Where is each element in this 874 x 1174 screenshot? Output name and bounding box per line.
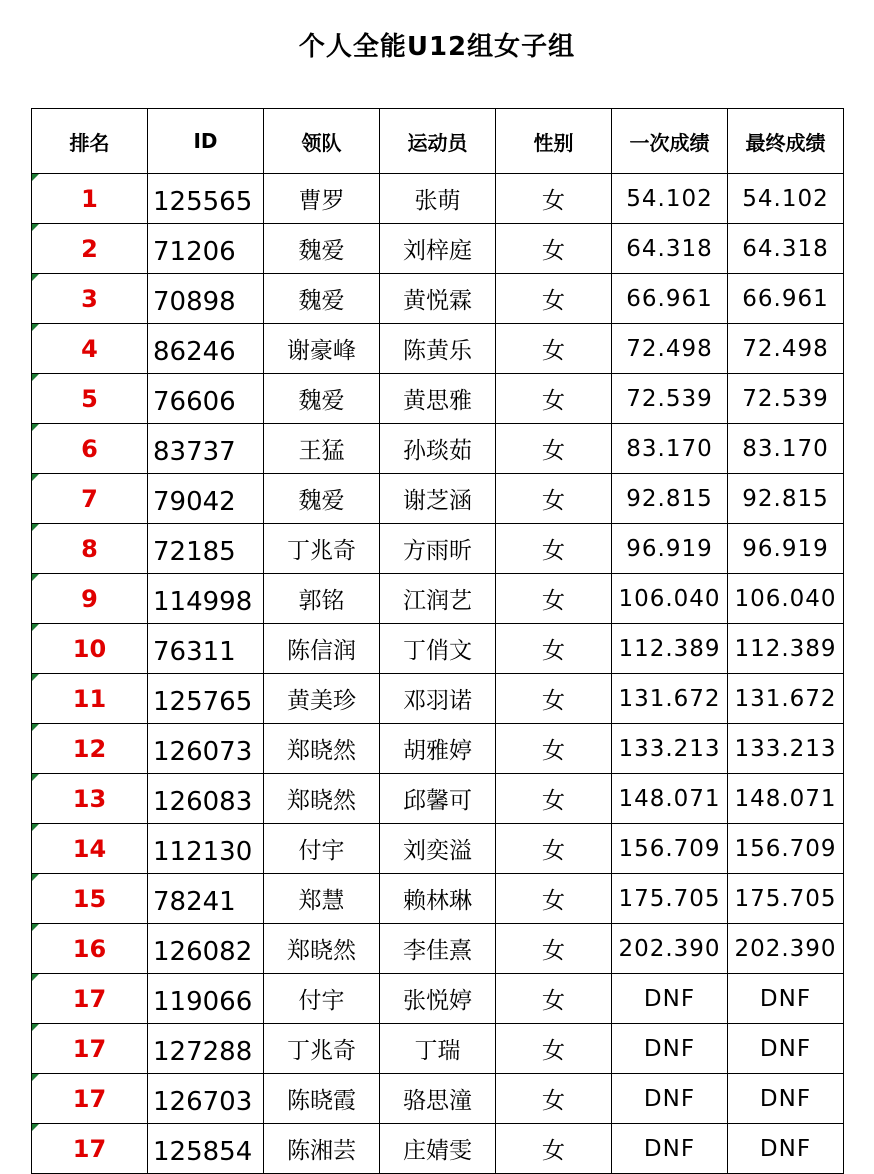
id-cell: 126703	[148, 1074, 264, 1124]
athlete-cell: 刘梓庭	[380, 224, 496, 274]
leader-cell: 郭铭	[264, 574, 380, 624]
header-gender: 性别	[496, 109, 612, 174]
rank-cell: 7	[32, 474, 148, 524]
first-score-cell: 175.705	[612, 874, 728, 924]
rank-cell: 10	[32, 624, 148, 674]
gender-cell: 女	[496, 174, 612, 224]
gender-cell: 女	[496, 624, 612, 674]
leader-cell: 付宇	[264, 974, 380, 1024]
final-score-cell: 133.213	[728, 724, 844, 774]
id-cell: 126082	[148, 924, 264, 974]
first-score-cell: DNF	[612, 1124, 728, 1174]
first-score-cell: 148.071	[612, 774, 728, 824]
header-final-score: 最终成绩	[728, 109, 844, 174]
id-cell: 76311	[148, 624, 264, 674]
final-score-cell: 72.498	[728, 324, 844, 374]
final-score-cell: 72.539	[728, 374, 844, 424]
gender-cell: 女	[496, 774, 612, 824]
athlete-cell: 赖林琳	[380, 874, 496, 924]
table-row	[32, 1024, 844, 1074]
athlete-cell: 庄婧雯	[380, 1124, 496, 1174]
table-row	[32, 774, 844, 824]
rank-cell: 8	[32, 524, 148, 574]
leader-cell: 陈信润	[264, 624, 380, 674]
id-cell: 126073	[148, 724, 264, 774]
leader-cell: 郑慧	[264, 874, 380, 924]
final-score-cell: 92.815	[728, 474, 844, 524]
final-score-cell: 175.705	[728, 874, 844, 924]
first-score-cell: 133.213	[612, 724, 728, 774]
header-rank: 排名	[32, 109, 148, 174]
table-row	[32, 674, 844, 724]
table-row	[32, 324, 844, 374]
id-cell: 76606	[148, 374, 264, 424]
table-header-row	[32, 109, 844, 174]
final-score-cell: 106.040	[728, 574, 844, 624]
table-row	[32, 224, 844, 274]
header-leader: 领队	[264, 109, 380, 174]
rank-cell: 13	[32, 774, 148, 824]
table-row	[32, 374, 844, 424]
gender-cell: 女	[496, 424, 612, 474]
id-cell: 125765	[148, 674, 264, 724]
leader-cell: 黄美珍	[264, 674, 380, 724]
athlete-cell: 黄悦霖	[380, 274, 496, 324]
table-row	[32, 874, 844, 924]
leader-cell: 陈湘芸	[264, 1124, 380, 1174]
gender-cell: 女	[496, 374, 612, 424]
first-score-cell: 106.040	[612, 574, 728, 624]
id-cell: 125565	[148, 174, 264, 224]
rank-cell: 4	[32, 324, 148, 374]
first-score-cell: DNF	[612, 1024, 728, 1074]
rank-cell: 14	[32, 824, 148, 874]
athlete-cell: 骆思潼	[380, 1074, 496, 1124]
final-score-cell: 66.961	[728, 274, 844, 324]
first-score-cell: 72.498	[612, 324, 728, 374]
rank-cell: 11	[32, 674, 148, 724]
first-score-cell: 54.102	[612, 174, 728, 224]
leader-cell: 陈晓霞	[264, 1074, 380, 1124]
athlete-cell: 张悦婷	[380, 974, 496, 1024]
table-row	[32, 424, 844, 474]
gender-cell: 女	[496, 524, 612, 574]
leader-cell: 魏爱	[264, 474, 380, 524]
table-row	[32, 1124, 844, 1174]
athlete-cell: 李佳熹	[380, 924, 496, 974]
first-score-cell: 131.672	[612, 674, 728, 724]
gender-cell: 女	[496, 724, 612, 774]
first-score-cell: 156.709	[612, 824, 728, 874]
leader-cell: 魏爱	[264, 374, 380, 424]
rank-cell: 5	[32, 374, 148, 424]
rank-cell: 2	[32, 224, 148, 274]
first-score-cell: 66.961	[612, 274, 728, 324]
table-row	[32, 474, 844, 524]
leader-cell: 魏爱	[264, 224, 380, 274]
id-cell: 83737	[148, 424, 264, 474]
table-row	[32, 824, 844, 874]
table-row	[32, 924, 844, 974]
athlete-cell: 黄思雅	[380, 374, 496, 424]
first-score-cell: DNF	[612, 1074, 728, 1124]
id-cell: 114998	[148, 574, 264, 624]
gender-cell: 女	[496, 274, 612, 324]
id-cell: 127288	[148, 1024, 264, 1074]
id-cell: 126083	[148, 774, 264, 824]
final-score-cell: DNF	[728, 974, 844, 1024]
results-table	[31, 108, 844, 1174]
id-cell: 112130	[148, 824, 264, 874]
final-score-cell: 148.071	[728, 774, 844, 824]
table-row	[32, 524, 844, 574]
final-score-cell: 156.709	[728, 824, 844, 874]
table-row	[32, 974, 844, 1024]
gender-cell: 女	[496, 224, 612, 274]
rank-cell: 17	[32, 974, 148, 1024]
table-row	[32, 274, 844, 324]
athlete-cell: 江润艺	[380, 574, 496, 624]
rank-cell: 3	[32, 274, 148, 324]
header-first-score: 一次成绩	[612, 109, 728, 174]
athlete-cell: 丁俏文	[380, 624, 496, 674]
athlete-cell: 丁瑞	[380, 1024, 496, 1074]
athlete-cell: 张萌	[380, 174, 496, 224]
leader-cell: 谢豪峰	[264, 324, 380, 374]
athlete-cell: 邓羽诺	[380, 674, 496, 724]
table-row	[32, 1074, 844, 1124]
page-title: 个人全能U12组女子组	[298, 32, 576, 62]
table-row	[32, 174, 844, 224]
gender-cell: 女	[496, 874, 612, 924]
gender-cell: 女	[496, 324, 612, 374]
leader-cell: 郑晓然	[264, 774, 380, 824]
final-score-cell: 131.672	[728, 674, 844, 724]
leader-cell: 王猛	[264, 424, 380, 474]
final-score-cell: 64.318	[728, 224, 844, 274]
final-score-cell: 96.919	[728, 524, 844, 574]
id-cell: 70898	[148, 274, 264, 324]
leader-cell: 郑晓然	[264, 924, 380, 974]
first-score-cell: 96.919	[612, 524, 728, 574]
id-cell: 71206	[148, 224, 264, 274]
leader-cell: 丁兆奇	[264, 524, 380, 574]
gender-cell: 女	[496, 1124, 612, 1174]
final-score-cell: 112.389	[728, 624, 844, 674]
gender-cell: 女	[496, 1024, 612, 1074]
id-cell: 119066	[148, 974, 264, 1024]
id-cell: 79042	[148, 474, 264, 524]
final-score-cell: 83.170	[728, 424, 844, 474]
final-score-cell: 54.102	[728, 174, 844, 224]
rank-cell: 12	[32, 724, 148, 774]
header-athlete: 运动员	[380, 109, 496, 174]
athlete-cell: 刘奕溢	[380, 824, 496, 874]
first-score-cell: 83.170	[612, 424, 728, 474]
rank-cell: 1	[32, 174, 148, 224]
final-score-cell: DNF	[728, 1124, 844, 1174]
first-score-cell: 72.539	[612, 374, 728, 424]
leader-cell: 曹罗	[264, 174, 380, 224]
athlete-cell: 方雨昕	[380, 524, 496, 574]
id-cell: 78241	[148, 874, 264, 924]
leader-cell: 魏爱	[264, 274, 380, 324]
final-score-cell: 202.390	[728, 924, 844, 974]
final-score-cell: DNF	[728, 1074, 844, 1124]
rank-cell: 9	[32, 574, 148, 624]
id-cell: 72185	[148, 524, 264, 574]
id-cell: 86246	[148, 324, 264, 374]
rank-cell: 16	[32, 924, 148, 974]
rank-cell: 17	[32, 1024, 148, 1074]
gender-cell: 女	[496, 824, 612, 874]
athlete-cell: 陈黄乐	[380, 324, 496, 374]
athlete-cell: 胡雅婷	[380, 724, 496, 774]
gender-cell: 女	[496, 924, 612, 974]
athlete-cell: 孙琰茹	[380, 424, 496, 474]
first-score-cell: 64.318	[612, 224, 728, 274]
athlete-cell: 邱馨可	[380, 774, 496, 824]
athlete-cell: 谢芝涵	[380, 474, 496, 524]
table-row	[32, 724, 844, 774]
gender-cell: 女	[496, 574, 612, 624]
leader-cell: 郑晓然	[264, 724, 380, 774]
rank-cell: 6	[32, 424, 148, 474]
leader-cell: 付宇	[264, 824, 380, 874]
first-score-cell: 92.815	[612, 474, 728, 524]
first-score-cell: 202.390	[612, 924, 728, 974]
table-row	[32, 624, 844, 674]
gender-cell: 女	[496, 974, 612, 1024]
rank-cell: 17	[32, 1124, 148, 1174]
id-cell: 125854	[148, 1124, 264, 1174]
final-score-cell: DNF	[728, 1024, 844, 1074]
rank-cell: 17	[32, 1074, 148, 1124]
gender-cell: 女	[496, 474, 612, 524]
first-score-cell: 112.389	[612, 624, 728, 674]
gender-cell: 女	[496, 1074, 612, 1124]
leader-cell: 丁兆奇	[264, 1024, 380, 1074]
table-row	[32, 574, 844, 624]
header-id: ID	[148, 109, 264, 174]
rank-cell: 15	[32, 874, 148, 924]
first-score-cell: DNF	[612, 974, 728, 1024]
gender-cell: 女	[496, 674, 612, 724]
